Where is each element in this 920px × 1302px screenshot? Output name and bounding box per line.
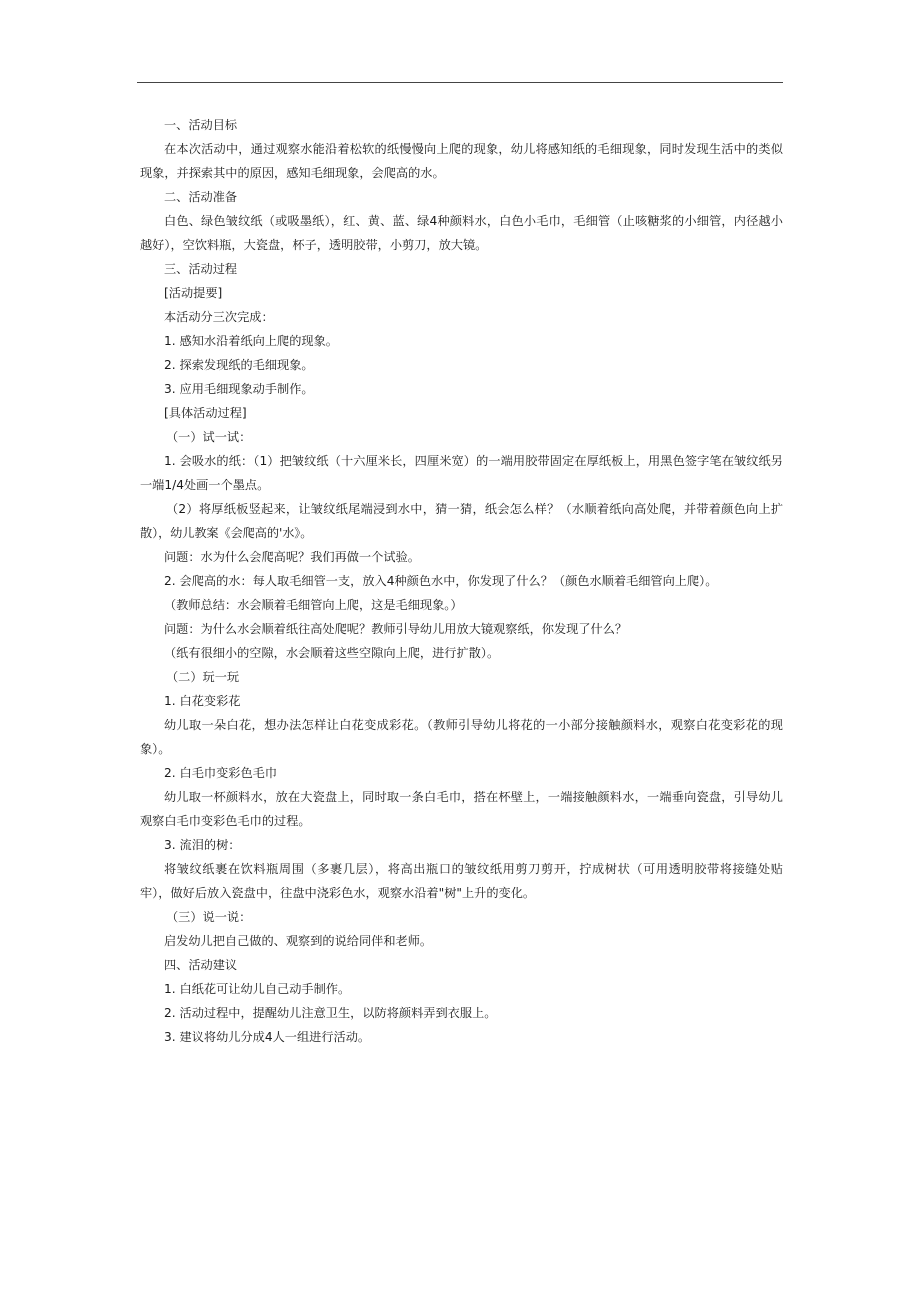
list-item: 3. 应用毛细现象动手制作。 bbox=[164, 382, 314, 396]
text-line: 问题：水为什么会爬高呢？我们再做一个试验。 bbox=[164, 550, 420, 564]
list-item: 1. 白纸花可让幼儿自己动手制作。 bbox=[164, 982, 351, 996]
paragraph: （2）将厚纸板竖起来，让皱纹纸尾端浸到水中，猜一猜，纸会怎么样？（水顺着纸向高处爬，并带着颜色向上扩散），幼儿教案《会爬高的'水》。 bbox=[140, 502, 783, 540]
step-heading: （二）玩一玩 bbox=[166, 670, 240, 684]
step-heading: （三）说一说： bbox=[166, 910, 252, 924]
paragraph: 将皱纹纸裹在饮料瓶周围（多裹几层），将高出瓶口的皱纹纸用剪刀剪开，拧成树状（可用透明胶带将接缝处贴牢），做好后放入瓷盘中，往盘中浇彩色水，观察水沿着"树"上升的变化。 bbox=[140, 862, 783, 900]
list-item: 2. 探索发现纸的毛细现象。 bbox=[164, 358, 314, 372]
paragraph: 1. 会吸水的纸：（1）把皱纹纸（十六厘米长，四厘米宽）的一端用胶带固定在厚纸板上，用黑色签字笔在皱纹纸另一端1/4处画一个墨点。 bbox=[140, 454, 783, 492]
paragraph: 幼儿取一杯颜料水，放在大瓷盘上，同时取一条白毛巾，搭在杯壁上，一端接触颜料水，一端垂向瓷盘，引导幼儿观察白毛巾变彩色毛巾的过程。 bbox=[140, 790, 783, 828]
subheading: [具体活动过程] bbox=[164, 406, 247, 420]
section-heading: 四、活动建议 bbox=[164, 958, 238, 972]
text-line: （纸有很细小的空隙，水会顺着这些空隙向上爬，进行扩散）。 bbox=[164, 646, 500, 660]
paragraph: 在本次活动中，通过观察水能沿着松软的纸慢慢向上爬的现象，幼儿将感知纸的毛细现象，同时发现生活中的类似现象，并探索其中的原因，感知毛细现象，会爬高的水。 bbox=[140, 142, 783, 180]
header-rule bbox=[137, 82, 783, 83]
section-heading: 二、活动准备 bbox=[164, 190, 238, 204]
text-line: 启发幼儿把自己做的、观察到的说给同伴和老师。 bbox=[164, 934, 433, 948]
list-item: 1. 感知水沿着纸向上爬的现象。 bbox=[164, 334, 338, 348]
list-item: 2. 白毛巾变彩色毛巾 bbox=[164, 766, 278, 780]
step-heading: （一）试一试： bbox=[166, 430, 252, 444]
list-item: 3. 建议将幼儿分成4人一组进行活动。 bbox=[164, 1030, 371, 1044]
list-item: 1. 白花变彩花 bbox=[164, 694, 241, 708]
list-item: 2. 会爬高的水：每人取毛细管一支，放入4种颜色水中，你发现了什么？（颜色水顺着毛细管向上爬）。 bbox=[164, 574, 718, 588]
list-item: 3. 流泪的树： bbox=[164, 838, 241, 852]
paragraph: 白色、绿色皱纹纸（或吸墨纸），红、黄、蓝、绿4种颜料水，白色小毛巾，毛细管（止咳糖浆的小细管，内径越小越好），空饮料瓶，大瓷盘，杯子，透明胶带，小剪刀，放大镜。 bbox=[140, 214, 783, 252]
paragraph: 幼儿取一朵白花，想办法怎样让白花变成彩花。（教师引导幼儿将花的一小部分接触颜料水，观察白花变彩花的现象）。 bbox=[140, 718, 783, 756]
subheading: [活动提要] bbox=[164, 286, 223, 300]
section-heading: 一、活动目标 bbox=[164, 118, 238, 132]
text-line: 本活动分三次完成： bbox=[164, 310, 274, 324]
text-line: （教师总结：水会顺着毛细管向上爬，这是毛细现象。） bbox=[164, 598, 463, 612]
section-heading: 三、活动过程 bbox=[164, 262, 238, 276]
list-item: 2. 活动过程中，提醒幼儿注意卫生，以防将颜料弄到衣服上。 bbox=[164, 1006, 497, 1020]
text-line: 问题：为什么水会顺着纸往高处爬呢？教师引导幼儿用放大镜观察纸，你发现了什么？ bbox=[164, 622, 628, 636]
document-body bbox=[140, 113, 783, 1049]
